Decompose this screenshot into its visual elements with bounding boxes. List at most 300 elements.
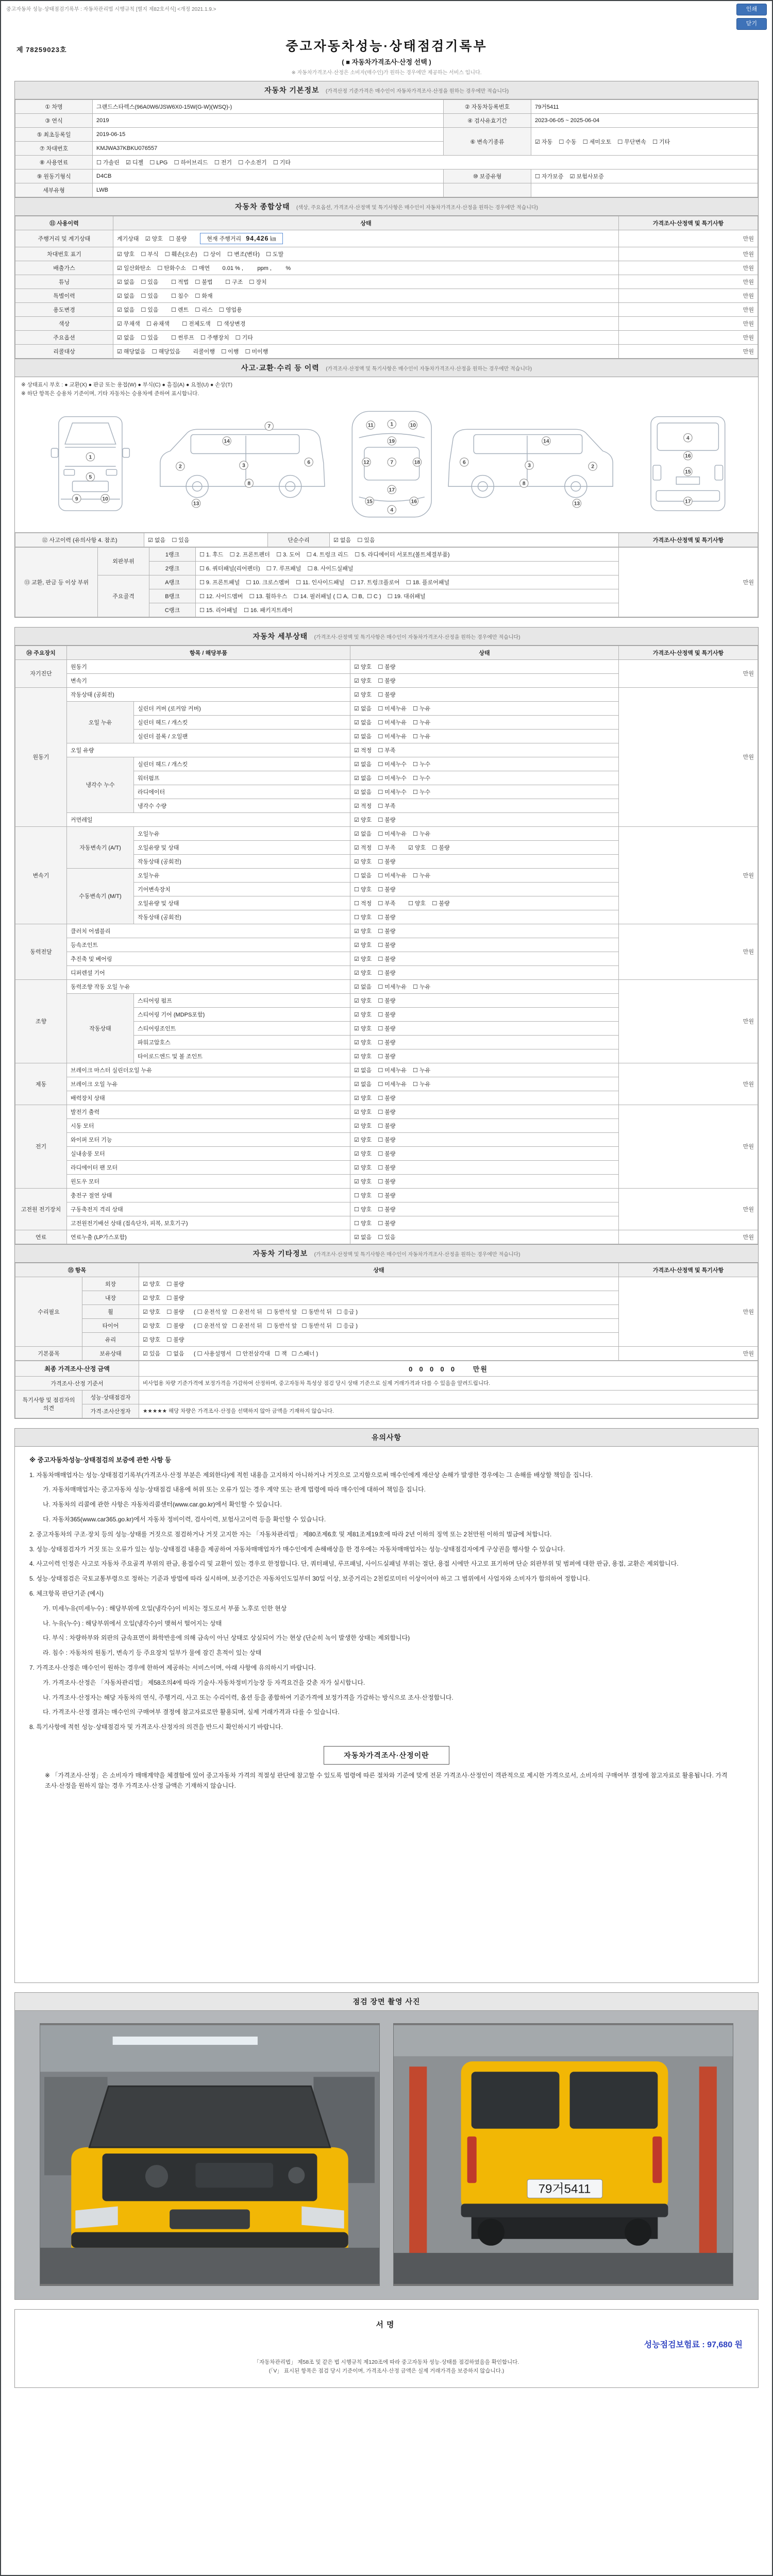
close-button[interactable]: 닫기: [736, 18, 767, 30]
item-label: 실린더 헤드 / 개스킷: [134, 757, 350, 771]
state-cell: ☑ 양호 ☐ 불량: [350, 938, 619, 952]
item-label: 실린더 블록 / 오일팬: [134, 729, 350, 743]
detail-row: [15, 1188, 758, 1202]
price-cell: 만원: [619, 1230, 758, 1244]
usage-row: [15, 275, 758, 289]
section-title: 사고·교환·수리 등 이력: [241, 364, 320, 372]
panel-group-label: 외판부위: [98, 547, 149, 575]
table-header-row: [15, 1263, 758, 1277]
svg-text:16: 16: [411, 499, 417, 505]
section-note: (가격조사·산정액 및 특기사항은 매수인이 자동차가격조사·산정을 원하는 경우에만 적습니다): [326, 366, 532, 372]
section-title: 점검 장면 촬영 사진: [352, 1997, 421, 2006]
item-label: 내장: [82, 1291, 139, 1304]
price-basis-label: 가격조사·산정 기준서: [15, 1376, 139, 1390]
item-label: 타이로드엔드 및 볼 조인트: [134, 1049, 350, 1063]
item-label: 충전구 절연 상태: [67, 1188, 350, 1202]
svg-text:1: 1: [89, 454, 92, 460]
final-price-table: [15, 1361, 758, 1418]
usage-row: [15, 289, 758, 303]
state-cell: ☑ 양호 ☐ 불량: [350, 1146, 619, 1160]
item-label: 작동상태 (공회전): [67, 687, 350, 701]
detail-table: [15, 646, 758, 1244]
fee-label: 성능점검보험료 :: [644, 2340, 705, 2349]
state-code-legend: [15, 377, 758, 400]
state-cell: ☑ 없음 ☐ 미세누수 ☐ 누수: [350, 771, 619, 785]
table-row: [15, 128, 758, 142]
state-cell: ☑ 양호 ☐ 불량: [350, 952, 619, 965]
state-cell: ☑ 양호 ☐ 불량: [350, 659, 619, 673]
state-cell: ☑ 없음 ☐ 있음: [350, 1230, 619, 1244]
column-header: 가격조사·산정액 및 특기사항: [619, 646, 758, 659]
fee-value: 97,680 원: [707, 2340, 743, 2349]
field-label: ⑧ 사용연료: [15, 156, 93, 170]
state-cell: ☐ 양호 ☐ 불량: [350, 1202, 619, 1216]
definition-text: ※ 「가격조사·산정」은 소비자가 매매계약을 체결함에 있어 중고자동차 가격의 적절성 판단에 참고할 수 있도록 법령에 따른 절차와 기준에 맞게 전문 가격조사·산정인이 객관적으로 제시한 가격으로서, 소비자의 구매여부 결정에 참고자료로 활용됩니다. 가격조사·산정을 원하지 않는 경우 가격조사·산정 금액은 기재하지 않습니다.: [45, 1771, 728, 1789]
rank-label: B랭크: [149, 589, 196, 603]
item-label: 시동 모터: [67, 1118, 350, 1132]
document: [14, 31, 759, 2388]
misc-row: [15, 1346, 758, 1360]
rank-items: ☐ 9. 프론트패널 ☐ 10. 크로스멤버 ☐ 11. 인사이드패널 ☐ 17. 트렁크플로어 ☐ 18. 플로어패널: [196, 575, 619, 589]
state-cell: ☑ 양호 ☐ 불량: [350, 1118, 619, 1132]
state-cell: ☑ 양호 ☐ 불량: [350, 1132, 619, 1146]
usage-row: [15, 331, 758, 345]
state-cell: ☑ 없음 ☐ 미세누유 ☐ 누유: [350, 1077, 619, 1091]
note-item: 나. 가격조사·산정자는 해당 자동차의 연식, 주행거리, 사고 또는 수리이력, 옵션 등을 종합하여 기준가격에 보정가격을 가감하는 방식으로 조사·산정합니다.: [43, 1693, 453, 1701]
top-buttons: [736, 4, 767, 30]
detail-row: [15, 1230, 758, 1244]
panel-group-label: 주요골격: [98, 575, 149, 617]
section-notes: [15, 1429, 758, 1447]
mileage-box: 현재 주행거리 94,426 ㎞: [200, 233, 282, 244]
mileage-value: 94,426: [246, 235, 269, 242]
svg-text:2: 2: [178, 464, 182, 470]
state-checkboxes: ☑ 무채색 ☐ 유채색 ☐ 전체도색 ☐ 색상변경: [117, 321, 246, 327]
item-label: 오일누유: [134, 868, 350, 882]
state-cell: ☑ 양호 ☐ 불량: [350, 1035, 619, 1049]
column-header: 항목 / 해당부품: [67, 646, 350, 659]
svg-text:14: 14: [224, 438, 230, 445]
table-row: [15, 533, 758, 547]
state-cell: ☑ 없음 ☐ 미세누유 ☐ 누유: [350, 1063, 619, 1077]
signature-legal-lines: [28, 2358, 745, 2377]
item-label: 유리: [82, 1332, 139, 1346]
section-note: (가격조사·산정액 및 특기사항은 매수인이 자동차가격조사·산정을 원하는 경우에만 적습니다): [314, 634, 520, 640]
state-cell: ☑ 양호 ☐ 불량: [350, 1021, 619, 1035]
state-cell: ☑ 적정 ☐ 부족 ☑ 양호 ☐ 불량: [350, 840, 619, 854]
item-label: 오일누유: [134, 826, 350, 840]
item-label: 연료누출 (LP가스포함): [67, 1230, 350, 1244]
usage-label: 색상: [15, 317, 113, 331]
state-checkboxes: ☑ 없음 ☐ 있음 ☐ 적법 ☐ 불법 ☐ 구조 ☐ 장치: [117, 279, 267, 285]
note-item: 가. 자동차매매업자는 중고자동차 성능·상태점검 내용에 허위 또는 오류가 있는 경우 계약 또는 관계 법령에 따라 매수인에 대하여 책임을 집니다.: [43, 1486, 426, 1494]
item-label: 실내송풍 모터: [67, 1146, 350, 1160]
engine-type-value: D4CB: [93, 170, 444, 183]
device-label: 변속기: [15, 826, 67, 924]
state-checkboxes: 계기상태 ☑ 양호 ☐ 불량: [117, 236, 187, 242]
misc-body: [15, 1277, 758, 1360]
field-label: ① 차명: [15, 100, 93, 114]
svg-text:17: 17: [685, 499, 691, 505]
section-basic-info: [15, 81, 758, 99]
field-label: ④ 검사유효기간: [444, 114, 531, 128]
state-cell: ☑ 있음 ☐ 없음 ( ☐ 사용설명서 ☐ 안전삼각대 ☐ 잭 ☐ 스패너 ): [139, 1346, 619, 1360]
price-cell: 만원: [619, 247, 758, 261]
fuel-checkboxes: ☐ 가솔린 ☑ 디젤 ☐ LPG ☐ 하이브리드 ☐ 전기 ☐ 수소전기 ☐ 기타: [93, 156, 758, 170]
state-cell: ☑ 양호 ☐ 불량: [350, 1160, 619, 1174]
state-cell: [113, 331, 619, 345]
price-cell: 만원: [619, 1188, 758, 1230]
svg-text:4: 4: [686, 435, 690, 441]
field-label: 세부유형: [15, 183, 93, 197]
page-title: 중고자동차성능·상태점검기록부: [285, 39, 488, 54]
car-front-view: [51, 416, 129, 511]
subgroup-label: 수동변속기 (M/T): [67, 868, 134, 924]
svg-text:8: 8: [247, 481, 251, 487]
price-cell: 만원: [619, 687, 758, 826]
svg-text:10: 10: [410, 422, 416, 429]
table-row: [15, 156, 758, 170]
notes-list: [29, 1470, 744, 1733]
section-title: 자동차 종합상태: [235, 202, 290, 211]
item-label: 오일유량 및 상태: [134, 896, 350, 910]
detail-row: [15, 979, 758, 993]
state-cell: ☑ 양호 ☐ 불량: [350, 924, 619, 938]
first-registration-value: 2019-06-15: [93, 128, 444, 142]
detail-row: [15, 1063, 758, 1077]
table-row: [15, 1376, 758, 1390]
item-label: 휠: [82, 1304, 139, 1318]
rank-label: 1랭크: [149, 547, 196, 561]
item-label: 와이퍼 모터 기능: [67, 1132, 350, 1146]
note-item: 나. 누유(누수) : 해당부위에서 오일(냉각수)이 맺혀서 떨어지는 상태: [43, 1619, 222, 1627]
svg-text:17: 17: [389, 487, 395, 493]
usage-row: [15, 303, 758, 317]
state-cell: ☐ 없음 ☐ 미세누유 ☐ 누유: [350, 868, 619, 882]
price-cell: 만원: [619, 261, 758, 275]
appraiser-opinion: ★★★★★ 해당 차량은 가격조사·산정을 선택하지 않아 금액을 기재하지 않습니다.: [139, 1404, 758, 1418]
price-survey-note: ※ 자동차가격조사·산정은 소비자(매수인)가 원하는 경우에만 제공하는 서비스 입니다.: [291, 70, 482, 76]
usage-label: 용도변경: [15, 303, 113, 317]
state-cell: ☐ 양호 ☐ 불량: [350, 1216, 619, 1230]
svg-text:4: 4: [390, 507, 394, 513]
section-misc: [15, 1244, 758, 1263]
note-item: 3. 성능·상태점검자가 거짓 또는 오류가 있는 성능·상태점검 내용을 제공하여 자동차매매업자가 매수인에게 손해배상을 한 경우에는 자동차매매업자는 성능·상태점검자에게 구상권을 행사할 수 있습니다.: [29, 1545, 565, 1553]
state-cell: ☑ 적정 ☐ 부족: [350, 799, 619, 812]
item-label: 등속조인트: [67, 938, 350, 952]
state-cell: ☑ 없음 ☐ 미세누수 ☐ 누수: [350, 785, 619, 799]
accident-ranks-table: [15, 547, 758, 617]
column-header: 가격조사·산정액 및 특기사항: [619, 533, 758, 547]
price-cell: 만원: [619, 1346, 758, 1360]
state-cell: [113, 261, 619, 275]
field-label: [444, 183, 531, 197]
usage-row: [15, 317, 758, 331]
legal-line: (「V」 표시된 항목은 점검 당시 기준이며, 가격조사·산정 금액은 실제 거래가격을 보증하지 않습니다.): [268, 2368, 505, 2375]
field-value: [531, 183, 758, 197]
usage-label: 튜닝: [15, 275, 113, 289]
section-comprehensive: [15, 197, 758, 216]
item-label: 원동기: [67, 659, 350, 673]
state-cell: [113, 345, 619, 359]
column-header: 상태: [350, 646, 619, 659]
note-item: 다. 가격조사·산정 결과는 매수인의 구매여부 결정에 참고자료로만 활용되며, 실제 거래가격과 다를 수 있습니다.: [43, 1708, 340, 1716]
vehicle-name-value: 그랜드스타렉스(96A0W6/JSW6X0-15W(G-W)(WSQ)-): [93, 100, 444, 114]
state-cell: [113, 317, 619, 331]
svg-text:8: 8: [522, 481, 526, 487]
state-cell: ☑ 없음 ☐ 미세누유 ☐ 누유: [350, 729, 619, 743]
car-diagram: [15, 400, 758, 533]
state-checkboxes: ☑ 없음 ☐ 있음 ☐ 침수 ☐ 화재: [117, 293, 213, 299]
device-label: 연료: [15, 1230, 67, 1244]
usage-label: 배출가스: [15, 261, 113, 275]
document-header: [14, 31, 759, 81]
detail-row: [15, 659, 758, 673]
transmission-checkboxes: ☑ 자동 ☐ 수동 ☐ 세미오토 ☐ 무단변속 ☐ 기타: [531, 128, 758, 156]
state-cell: ☑ 양호 ☐ 불량: [350, 993, 619, 1007]
simple-repair-label: 단순수리: [268, 533, 330, 547]
car-diagram-svg: [21, 403, 752, 524]
device-label: 자기진단: [15, 659, 67, 687]
signature-body: [15, 2310, 758, 2388]
item-label: 실린더 헤드 / 개스킷: [134, 715, 350, 729]
inspection-photo-rear-lift: [393, 2023, 733, 2286]
accident-history-label: ⑫ 사고이력 (유의사항 4. 참조): [15, 533, 144, 547]
svg-text:3: 3: [528, 463, 531, 469]
price-survey-option: ( ■ 자동차가격조사·산정 선택 ): [342, 58, 431, 66]
item-label: 추진축 및 베어링: [67, 952, 350, 965]
price-cell: 만원: [619, 275, 758, 289]
field-label: ③ 연식: [15, 114, 93, 128]
state-cell: ☐ 양호 ☐ 불량: [350, 882, 619, 896]
comprehensive-table: [15, 216, 758, 359]
state-cell: ☑ 양호 ☐ 불량: [350, 812, 619, 826]
panel-notes: [14, 1428, 759, 1983]
section-note: (색상, 주요옵션, 가격조사·산정액 및 특기사항은 매수인이 자동차가격조사·산정을 원하는 경우에만 적습니다): [296, 205, 538, 211]
device-label: 제동: [15, 1063, 67, 1105]
misc-group-label: 기본품목: [15, 1346, 82, 1360]
state-cell: ☑ 없음 ☐ 미세누유 ☐ 누유: [350, 701, 619, 715]
state-cell: ☑ 양호 ☐ 불량: [139, 1277, 619, 1291]
state-cell: ☑ 양호 ☐ 불량: [350, 1049, 619, 1063]
state-cell: ☑ 양호 ☐ 불량: [350, 854, 619, 868]
item-label: 윈도우 모터: [67, 1174, 350, 1188]
usage-row: [15, 261, 758, 275]
note-item: 6. 체크항목 판단기준 (예시): [29, 1589, 104, 1597]
state-checkboxes: ☑ 없음 ☐ 있음 ☐ 렌트 ☐ 리스 ☐ 영업용: [117, 307, 242, 313]
detail-row: [15, 687, 758, 701]
column-header: ⑮ 항목: [15, 1263, 139, 1277]
basic-info-table: [15, 99, 758, 197]
section-note: (가격조사·산정액 및 특기사항은 매수인이 자동차가격조사·산정을 원하는 경우에만 적습니다): [314, 1251, 520, 1258]
state-cell: [113, 275, 619, 289]
definition-title: 자동차가격조사·산정이란: [324, 1746, 449, 1765]
device-label: 동력전달: [15, 924, 67, 979]
accident-ranks-body: [15, 547, 758, 617]
svg-text:6: 6: [462, 460, 466, 466]
note-item: 1. 자동차매매업자는 성능·상태점검기록부(가격조사·산정 부분은 제외한다)에 적힌 내용을 고지하지 아니하거나 거짓으로 고지함으로써 매수인에게 재산상 손해가 발생한 경우에는 그 손해를 배상할 책임을 집니다.: [29, 1471, 593, 1479]
price-cell: 만원: [619, 659, 758, 687]
note-item: 4. 사고이력 인정은 사고로 자동차 주요골격 부위의 판금, 용접수리 및 교환이 있는 경우로 한정합니다. 단, 쿼터패널, 루프패널, 사이드실패널 부위는 절단, 용접 시에만 사고로 표기하며 단순 외판부위 및 범퍼에 대한 판금, 용접, 교환은 제외합니다.: [29, 1560, 679, 1568]
subgroup-label: 자동변속기 (A/T): [67, 826, 134, 868]
state-cell: [113, 230, 619, 247]
item-label: 발전기 출력: [67, 1105, 350, 1118]
state-cell: ☑ 양호 ☐ 불량: [350, 1174, 619, 1188]
trim-value: LWB: [93, 183, 444, 197]
top-bar: [1, 1, 772, 31]
item-label: 외장: [82, 1277, 139, 1291]
usage-label: 주요옵션: [15, 331, 113, 345]
column-header: 상태: [139, 1263, 619, 1277]
svg-text:5: 5: [89, 474, 92, 480]
exchange-label: ⑬ 교환, 판금 등 이상 부위: [15, 547, 98, 617]
note-item: 가. 미세누유(미세누수) : 해당부위에 오일(냉각수)이 비치는 정도로서 부품 노후로 인한 현상: [43, 1604, 287, 1612]
usage-label: 특별이력: [15, 289, 113, 303]
subgroup-label: 작동상태: [67, 993, 134, 1063]
state-cell: ☑ 양호 ☐ 불량: [139, 1291, 619, 1304]
rank-items: ☐ 12. 사이드멤버 ☐ 13. 휠하우스 ☐ 14. 필러패널 ( ☐ A, ☐ B, ☐ C ) ☐ 19. 대쉬패널: [196, 589, 619, 603]
item-label: 기어변속장치: [134, 882, 350, 896]
registration-number-value: 79거5411: [531, 100, 758, 114]
price-cell: 만원: [619, 547, 758, 617]
item-label: 브레이크 오일 누유: [67, 1077, 350, 1091]
svg-text:16: 16: [685, 453, 691, 459]
rank-items: ☐ 6. 쿼터패널(리어펜더) ☐ 7. 루프패널 ☐ 8. 사이드실패널: [196, 561, 619, 575]
print-button[interactable]: 인쇄: [736, 4, 767, 15]
item-label: 파워고압호스: [134, 1035, 350, 1049]
svg-text:13: 13: [193, 501, 199, 507]
item-label: 브레이크 마스터 실린더오일 누유: [67, 1063, 350, 1077]
section-title: 자동차 기본정보: [264, 86, 320, 94]
inspector-opinion: [139, 1390, 758, 1404]
field-label: ⑤ 최초등록일: [15, 128, 93, 142]
note-item: 라. 침수 : 자동차의 원동기, 변속기 등 주요장치 일부가 물에 잠긴 흔적이 있는 상태: [43, 1649, 262, 1657]
state-cell: ☑ 양호 ☐ 불량: [350, 1105, 619, 1118]
item-label: 배력장치 상태: [67, 1091, 350, 1105]
detail-row: [15, 1105, 758, 1118]
column-header: 상태: [113, 216, 619, 230]
item-label: 라디에이터: [134, 785, 350, 799]
price-cell: 만원: [619, 331, 758, 345]
model-year-value: 2019: [93, 114, 444, 128]
svg-text:7: 7: [267, 423, 271, 430]
usage-row: [15, 230, 758, 247]
table-row: [15, 170, 758, 183]
item-label: 고전원전기배선 상태 (접속단자, 피복, 보호기구): [67, 1216, 350, 1230]
price-cell: 만원: [619, 230, 758, 247]
column-header: ⑪ 사용이력: [15, 216, 113, 230]
state-cell: [113, 303, 619, 317]
item-label: 스티어링조인트: [134, 1021, 350, 1035]
final-price-label: 최종 가격조사·산정 금액: [15, 1361, 139, 1376]
price-cell: 만원: [619, 289, 758, 303]
section-note: (가격산정 기준가격은 매수인이 자동차가격조사·산정을 원하는 경우에만 적습니다): [325, 89, 509, 94]
svg-text:12: 12: [363, 460, 369, 466]
svg-text:7: 7: [390, 460, 394, 466]
item-label: 스티어링 펌프: [134, 993, 350, 1007]
inspection-photo-engine-bay: [40, 2023, 380, 2286]
note-item: 나. 자동차의 리콜에 관한 사항은 자동차리콜센터(www.car.go.kr)에서 확인할 수 있습니다.: [43, 1501, 282, 1509]
rank-label: C랭크: [149, 603, 196, 617]
svg-text:3: 3: [242, 463, 245, 469]
note-item: 2. 중고자동차의 구조·장치 등의 성능·상태를 거짓으로 점검하거나 거짓 고지한 자는 「자동차관리법」 제80조제6호 및 제81조제19호에 따라 2년 이하의 징역 또는 2천만원 이하의 벌금에 처합니다.: [29, 1530, 552, 1538]
svg-text:19: 19: [389, 438, 395, 445]
rank-items: ☐ 15. 리어패널 ☐ 16. 패키지트레이: [196, 603, 619, 617]
item-label: 실린더 커버 (로커암 커버): [134, 701, 350, 715]
price-basis-text: 비사업용 차량 기준가격에 보정가격을 가감하여 산정하며, 중고자동차 특성상 점검 당시 상태 기준으로 실제 거래가격과 다를 수 있음을 알려드립니다.: [139, 1376, 758, 1390]
item-label: 오일유량 및 상태: [134, 840, 350, 854]
car-rear-view: [651, 416, 725, 511]
state-cell: [113, 247, 619, 261]
notes-body: [15, 1447, 758, 1982]
usage-row: [15, 345, 758, 359]
remarks-label: 특기사항 및 점검자의 의견: [15, 1390, 82, 1418]
field-label: ⑥ 변속기종류: [444, 128, 531, 156]
item-label: 오일 유량: [67, 743, 350, 757]
state-checkboxes: ☑ 양호 ☐ 부식 ☐ 훼손(오손) ☐ 상이 ☐ 변조(변타) ☐ 도말: [117, 251, 284, 258]
panel-vehicle-detail: [14, 627, 759, 1419]
state-cell: ☑ 양호 ☐ 불량: [350, 673, 619, 687]
table-row: [15, 1361, 758, 1376]
item-label: 동력조향 작동 오일 누유: [67, 979, 350, 993]
price-cell: 만원: [619, 303, 758, 317]
legend-line: ※ 상태표시 부호 : ● 교환(X) ● 판금 또는 용접(W) ● 부식(C) ● 흠집(A) ● 요철(U) ● 손상(T): [21, 382, 232, 388]
price-cell: 만원: [619, 317, 758, 331]
comprehensive-body: [15, 230, 758, 359]
field-label: ② 자동차등록번호: [444, 100, 531, 114]
field-label: ⑨ 원동기형식: [15, 170, 93, 183]
rank-row: [15, 547, 758, 561]
state-cell: ☑ 양호 ☐ 불량: [350, 687, 619, 701]
section-accident-history: [15, 359, 758, 377]
item-label: 스티어링 기어 (MDPS포함): [134, 1007, 350, 1021]
appraiser-label: 가격·조사산정자: [82, 1404, 139, 1418]
item-label: 냉각수 수량: [134, 799, 350, 812]
state-cell: ☐ 적정 ☐ 부족 ☐ 양호 ☐ 불량: [350, 896, 619, 910]
svg-text:14: 14: [543, 438, 549, 445]
note-item: 8. 특기사항에 적힌 성능·상태점검자 및 가격조사·산정자의 의견을 반드시 확인하시기 바랍니다.: [29, 1723, 283, 1731]
state-cell: [113, 289, 619, 303]
rank-label: 2랭크: [149, 561, 196, 575]
item-label: 디퍼렌셜 기어: [67, 965, 350, 979]
usage-row: [15, 247, 758, 261]
device-label: 조향: [15, 979, 67, 1063]
state-cell: ☑ 없음 ☐ 미세누수 ☐ 누수: [350, 757, 619, 771]
state-cell: ☑ 없음 ☐ 미세누유 ☐ 누유: [350, 826, 619, 840]
svg-text:10: 10: [102, 496, 108, 502]
device-label: 전기: [15, 1105, 67, 1188]
section-photos: [15, 1993, 758, 2011]
usage-label: 리콜대상: [15, 345, 113, 359]
final-price-value: 0 0 0 0 0 만원: [139, 1361, 758, 1376]
section-title: 자동차 기타정보: [253, 1249, 308, 1258]
inspector-label: 성능·상태점검자: [82, 1390, 139, 1404]
note-item: 다. 부식 : 차량하부와 외판의 금속표면이 화학반응에 의해 금속이 아닌 상태로 상실되어 가는 현상 (단순히 녹이 발생한 상태는 제외합니다): [43, 1634, 410, 1642]
column-header: 가격조사·산정액 및 특기사항: [619, 216, 758, 230]
inspection-period-value: 2023-06-05 ~ 2025-06-04: [531, 114, 758, 128]
panel-signature: [14, 2309, 759, 2388]
inspection-insurance-fee: [30, 2338, 743, 2350]
price-cell: 만원: [619, 826, 758, 924]
misc-group-label: 수리필요: [15, 1277, 82, 1346]
svg-text:1: 1: [390, 421, 394, 428]
legend-line: ※ 하단 항목은 승용차 기준이며, 기타 자동차는 승용차에 준하여 표시합니다.: [21, 390, 199, 397]
state-checkboxes: ☑ 없음 ☐ 있음 ☐ 썬루프 ☐ 주행장치 ☐ 기타: [117, 335, 253, 341]
form-reference-note: 중고자동차 성능·상태점검기록부 : 자동차관리법 시행규칙 [별지 제82호서식] <개정 2021.1.9.>: [6, 7, 216, 12]
table-row: [15, 100, 758, 114]
state-cell: ☑ 양호 ☐ 불량: [139, 1332, 619, 1346]
photos-body: [15, 2011, 758, 2299]
